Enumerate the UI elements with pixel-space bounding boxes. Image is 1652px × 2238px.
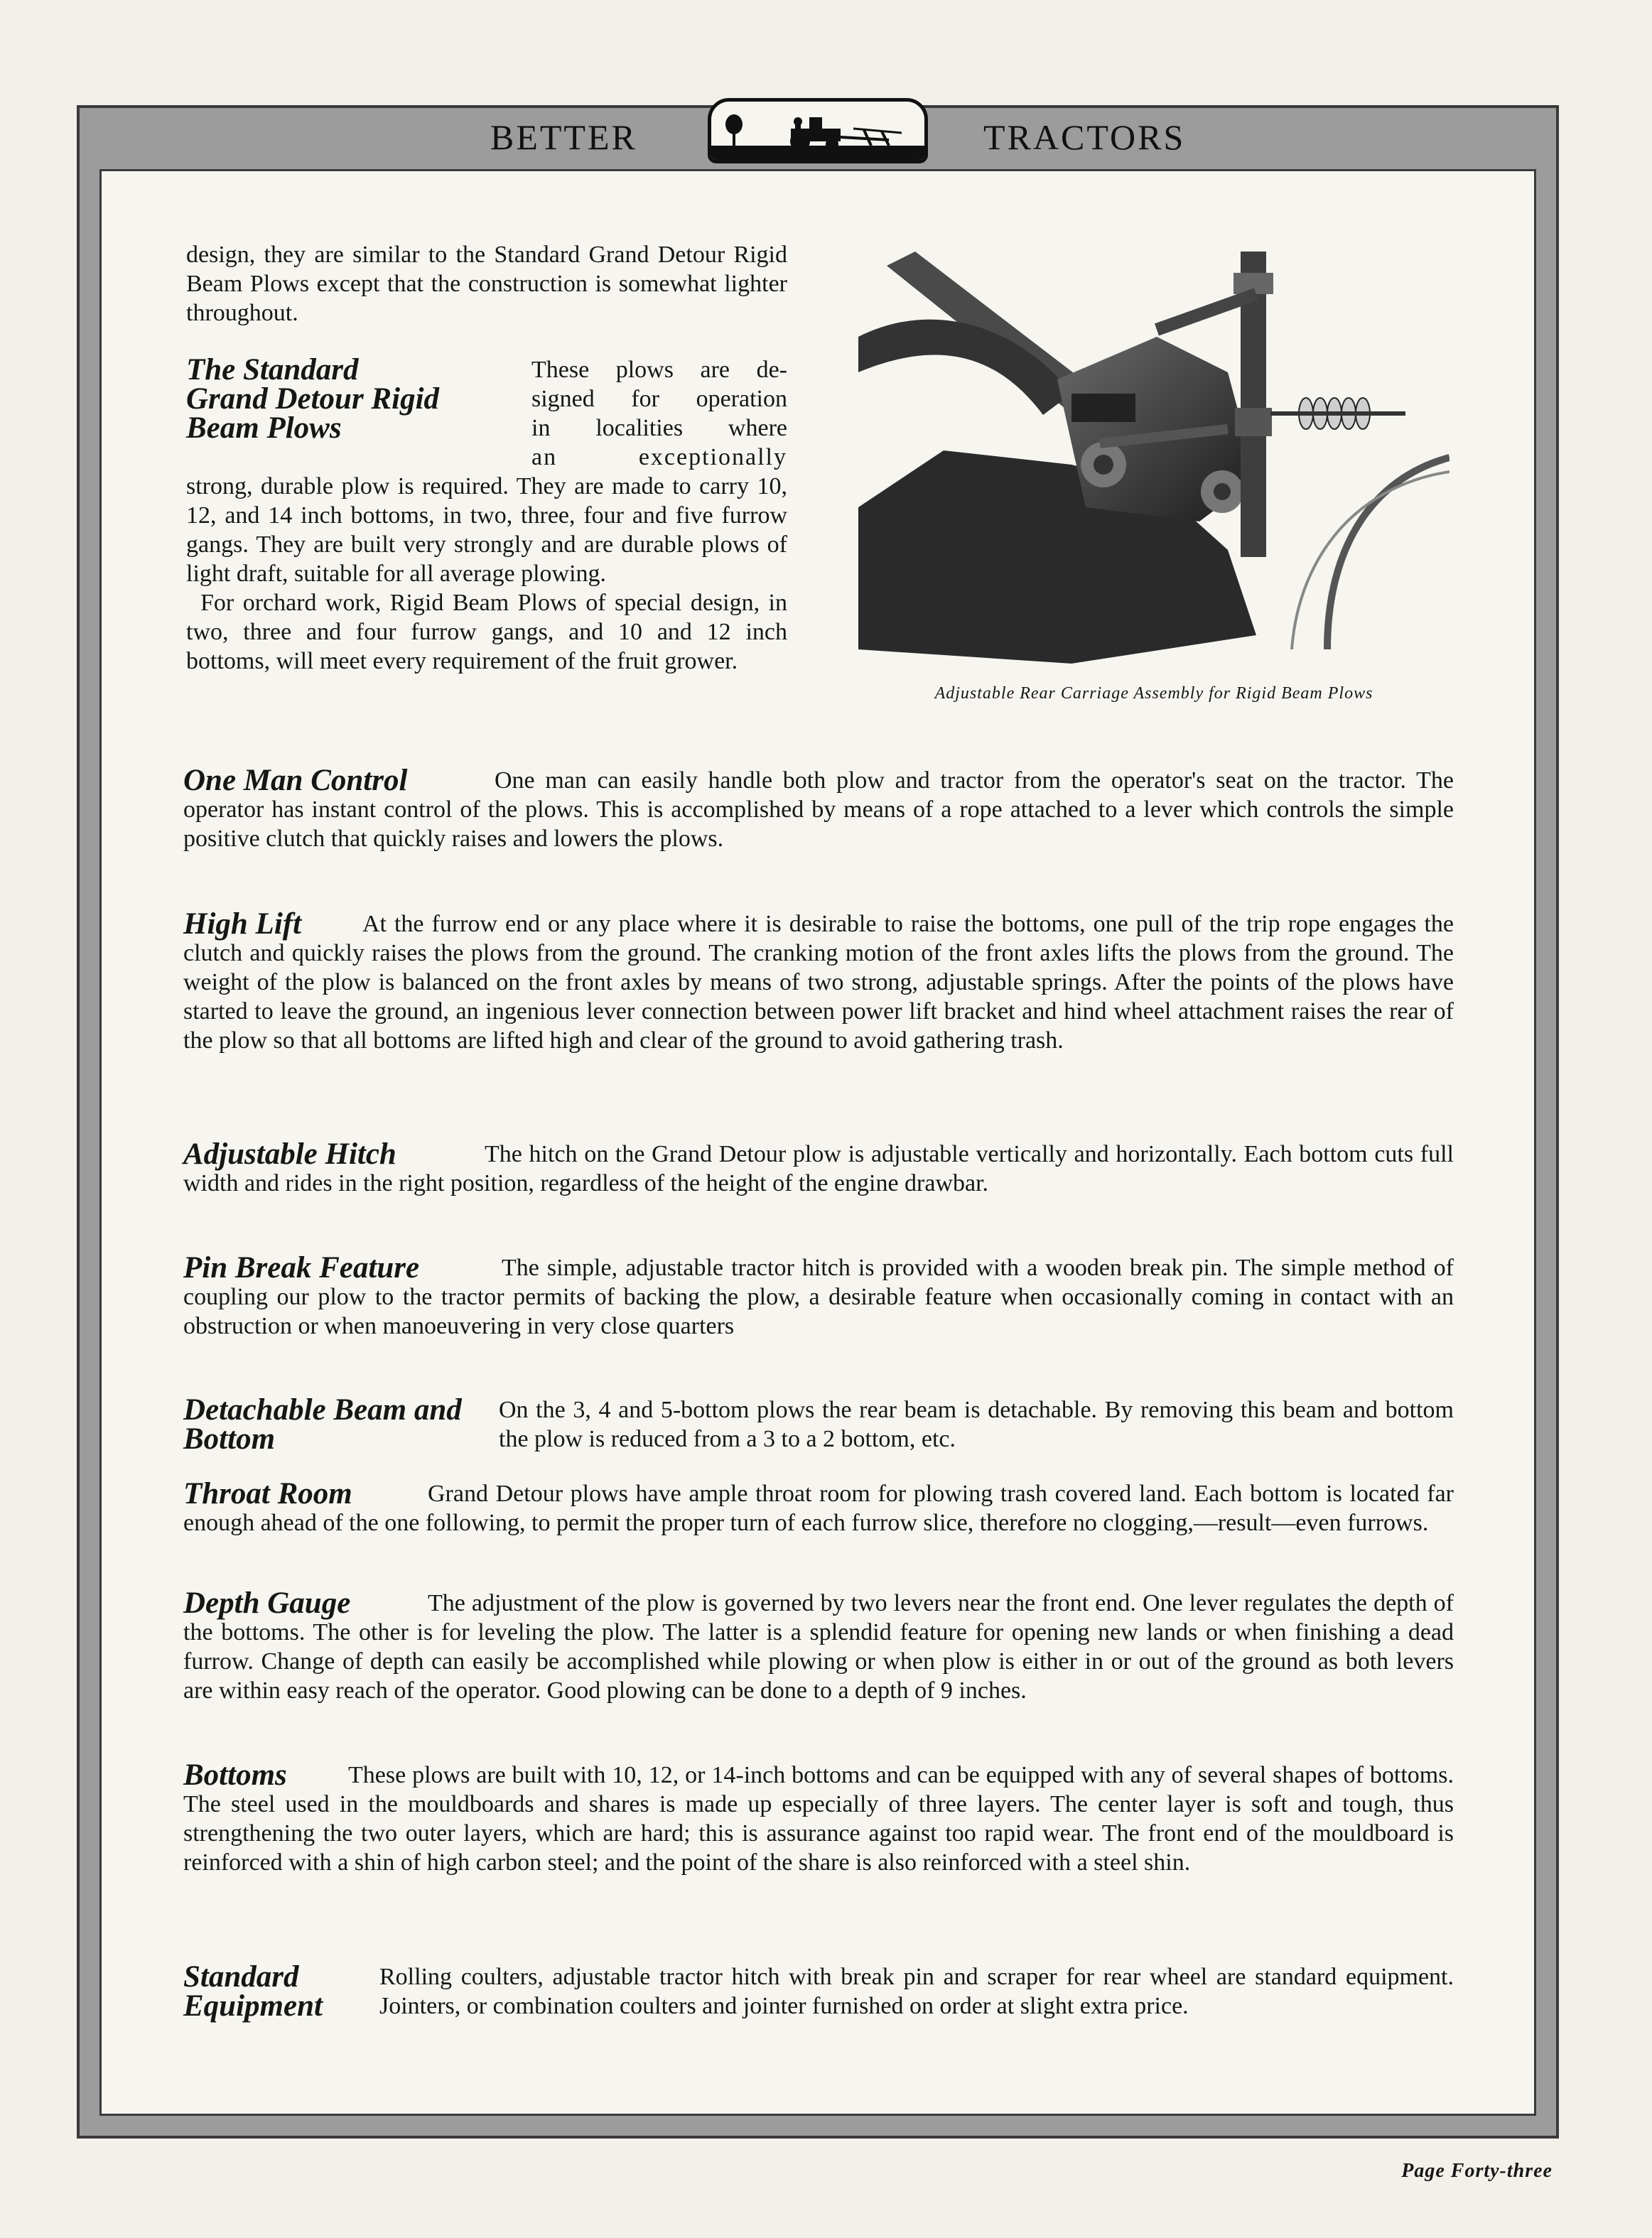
section-text: The simple, adjustable tractor hitch is provided with a wooden break pin. The simple method of coupling our plow to the tractor permits of backing the plow, a desirable feature when occasionally coming in contact with an obstruction or when manoeuvering in very close quarters <box>183 1255 1454 1339</box>
section-text: One man can easily handle both plow and tractor from the operator's seat on the tractor. The operator has instant control of the plows. This is accomplished by means of a rope attached to a lever which controls the simple positive clutch that quickly raises and lowers the plows. <box>183 767 1454 852</box>
section-high-lift <box>183 909 1454 1055</box>
intro-paragraph: design, they are similar to the Standard Grand Detour Rigid Beam Plows except that the construction is somewhat lighter throughout. <box>186 242 787 326</box>
standard-plows-section <box>186 355 787 676</box>
heading-line: The Standard <box>186 353 359 386</box>
orchard-paragraph: For orchard work, Rigid Beam Plows of special design, in two, three and four furrow gangs, and 10 and 12 inch bottoms, will meet every requirement of the fruit grower. <box>186 590 787 674</box>
side-line: in localities where <box>531 415 787 441</box>
section-heading: Pin Break Feature <box>183 1251 420 1285</box>
section-heading: Depth Gauge <box>183 1586 351 1620</box>
section-throat-room <box>183 1479 1454 1537</box>
tractor-logo-icon <box>708 98 928 163</box>
section-heading: Standard Equipment <box>183 1960 323 2023</box>
standard-plows-side-text <box>531 355 787 472</box>
section-text: Grand Detour plows have ample throat room for plowing trash covered land. Each bottom is located far enough ahead of the one following, to permit the proper turn of each furrow slice, therefore no clogging,—result—even furrows. <box>183 1481 1454 1536</box>
section-heading: Bottoms <box>183 1758 287 1792</box>
section-text: The adjustment of the plow is governed by two levers near the front end. One lever regulates the depth of the bottoms. The other is for leveling the plow. The latter is a splendid feature for opening new lands or when finishing a dead furrow. Change of depth can easily be accomplished while plowing or when plow is either in or out of the ground as both levers are within easy reach of the operator. Good plowing can be done to a depth of 9 inches. <box>183 1590 1454 1704</box>
section-depth-gauge <box>183 1586 1454 1705</box>
section-heading: One Man Control <box>183 764 408 797</box>
section-heading: Throat Room <box>183 1477 352 1510</box>
section-text: On the 3, 4 and 5-bottom plows the rear beam is detachable. By removing this beam and bottom the plow is reduced from a 3 to a 2 bottom, etc. <box>499 1397 1454 1452</box>
section-heading: Detachable Beam and Bottom <box>183 1393 462 1456</box>
section-one-man-control <box>183 766 1454 853</box>
section-heading: Adjustable Hitch <box>183 1137 396 1171</box>
figure-caption: Adjustable Rear Carriage Assembly for Rigid Beam Plows <box>934 684 1373 703</box>
side-line: an exceptionally <box>531 444 787 470</box>
section-pin-break-feature <box>183 1253 1454 1341</box>
section-text: Rolling coulters, adjustable tractor hitch with break pin and scraper for rear wheel are standard equipment. Jointers, or combination coulters and jointer furnished on order at slight extra price. <box>379 1964 1454 2019</box>
section-text: The hitch on the Grand Detour plow is adjustable vertically and horizontally. Each bottom cuts full width and rides in the right position, regardless of the height of the engine drawbar. <box>183 1141 1454 1196</box>
side-line: signed for operation <box>531 386 787 412</box>
heading-line: Grand Detour Rigid <box>186 382 440 416</box>
header-word-left: BETTER <box>490 117 637 157</box>
page-number: Page Forty-three <box>1401 2160 1553 2182</box>
section-detachable-beam <box>183 1395 1454 1454</box>
standard-plows-heading <box>186 355 527 443</box>
side-line: These plows are de- <box>531 357 787 383</box>
rear-carriage-photo <box>858 252 1449 666</box>
section-adjustable-hitch <box>183 1137 1454 1198</box>
section-text: At the furrow end or any place where it is desirable to raise the bottoms, one pull of the trip rope engages the clutch and quickly raises the plows from the ground. The cranking motion of the front axles lifts the plows from the ground. The weight of the plow is balanced on the front axles by means of two strong, adjustable springs. After the points of the plows have started to leave the ground, an ingenious lever connection between power lift bracket and hind wheel attachment raises the rear of the plow so that all bottoms are lifted high and clear of the ground to avoid gathering trash. <box>183 911 1454 1054</box>
header-word-right: TRACTORS <box>983 117 1186 157</box>
section-text: These plows are built with 10, 12, or 14-inch bottoms and can be equipped with any of several shapes of bottoms. The steel used in the mouldboards and shares is made up especially of three layers. The center layer is soft and tough, thus strengthening the two outer layers, which are hard; this is assurance against too rapid wear. The front end of the mouldboard is reinforced with a shin of high carbon steel; and the point of the share is also reinforced with a steel shin. <box>183 1762 1454 1876</box>
heading-line: Beam Plows <box>186 411 342 445</box>
section-bottoms <box>183 1758 1454 1877</box>
section-standard-equipment <box>183 1962 1454 2021</box>
standard-plows-body: strong, durable plow is required. They are made to carry 10, 12, and 14 inch bottoms, in two, three, four and five furrow gangs. They are built very strongly and are durable plows of light draft, suitable for all average plowing. <box>186 473 787 587</box>
section-heading: High Lift <box>183 907 302 941</box>
